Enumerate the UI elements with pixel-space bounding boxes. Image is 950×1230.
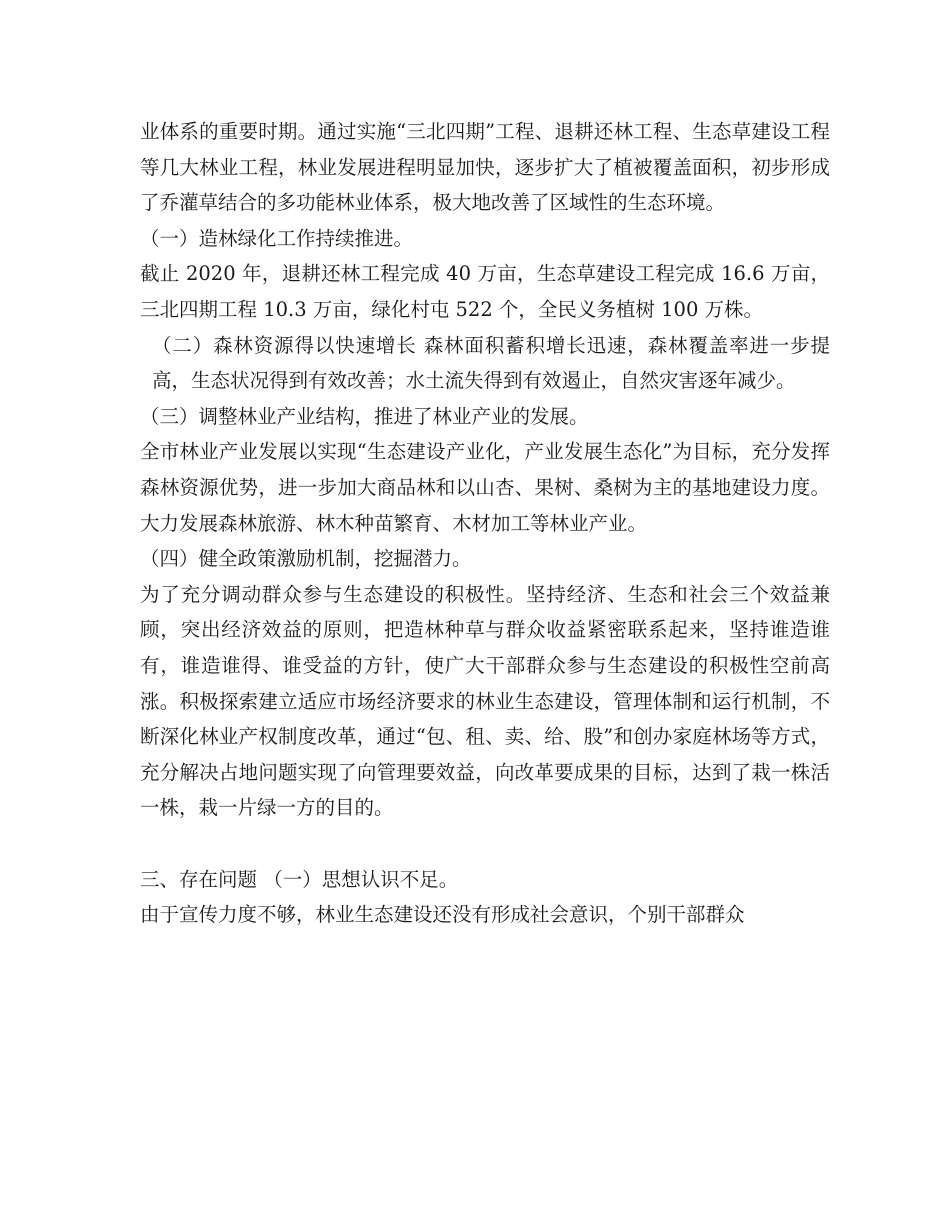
- section-heading-problems: 三、存在问题 （一）思想认识不足。: [140, 867, 459, 891]
- paragraph-policy-incentives: 为了充分调动群众参与生态建设的积极性。坚持经济、生态和社会三个效益兼顾，突出经济效益的原则，把造林种草与群众收益紧密联系起来，坚持谁造谁有，谁造谁得、谁受益的方针，使广大干部群众参与生态建设的积极性空前高涨。积极探索建立适应市场经济要求的林业生态建设，管理体制和运行机制，不断深化林业产权制度改革，通过“包、租、卖、给、股”和创办家庭林场等方式，充分解决占地问题实现了向管理要效益，向改革要成果的目标，达到了栽一株活一株，栽一片绿一方的目的。: [140, 582, 830, 820]
- heading-industry-structure: （三）调整林业产业结构，推进了林业产业的发展。: [140, 404, 589, 428]
- paragraph-industry-development: 全市林业产业发展以实现“生态建设产业化，产业发展生态化”为目标，充分发挥森林资源优势，进一步加大商品林和以山杏、果树、桑树为主的基地建设力度。大力发展森林旅游、林木种苗繁育、木材加工等林业产业。: [140, 440, 830, 535]
- section-gap: [140, 826, 830, 862]
- paragraph-forestry-system: 业体系的重要时期。通过实施“三北四期”工程、退耕还林工程、生态草建设工程等几大林业工程，林业发展进程明显加快，逐步扩大了植被覆盖面积，初步形成了乔灌草结合的多功能林业体系，极大地改善了区域性的生态环境。: [140, 120, 830, 215]
- paragraph-publicity: 由于宣传力度不够，林业生态建设还没有形成社会意识，个别干部群众: [140, 903, 745, 927]
- paragraph-forest-resources: （二）森林资源得以快速增长 森林面积蓄积增长迅速，森林覆盖率进一步提高，生态状况得到有效改善；水土流失得到有效遏止，自然灾害逐年减少。: [152, 333, 830, 393]
- document-page: [140, 114, 830, 933]
- paragraph-afforestation-stats: 截止 2020 年，退耕还林工程完成 40 万亩，生态草建设工程完成 16.6 万亩，三北四期工程 10.3 万亩，绿化村屯 522 个，全民义务植树 100 万株。: [140, 262, 830, 321]
- heading-policy-incentives: （四）健全政策激励机制，挖掘潜力。: [140, 547, 472, 571]
- heading-afforestation: （一）造林绿化工作持续推进。: [140, 226, 414, 250]
